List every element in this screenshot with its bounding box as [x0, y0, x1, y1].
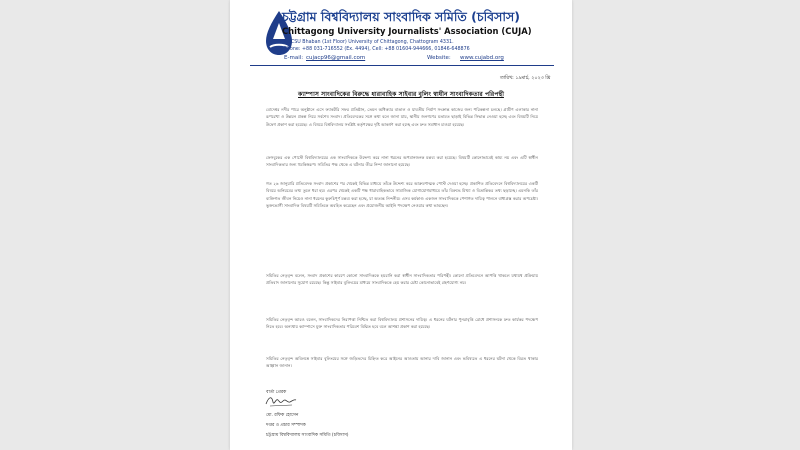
website-label: Website:: [427, 55, 451, 61]
letter-page: [230, 0, 572, 450]
association-address: CUCSU Bhaban (1st Floor) University of Chittagong, Chattogram 4331.: [284, 40, 454, 45]
body-paragraph-4: সমিতির নেতৃবৃন্দ বলেন, সংবাদ প্রকাশের কারণে কোনো সাংবাদিককে হয়রানি করা স্বাধীন সাংবাদিকতার পরিপন্থী। কোনো প্রতিবেদনে আপত্তি থাকলে যথাযথ প্রক্রিয়ায় প্রতিবাদ জানানোর সুযোগ রয়েছে। কিন্তু সাইবার বুলিংয়ের মাধ্যমে সাংবাদিককে হেয় করার চেষ্টা কোনোভাবেই গ্রহণযোগ্য নয়।: [266, 273, 538, 286]
signer-organization: চট্টগ্রাম বিশ্ববিদ্যালয় সাংবাদিক সমিতি (চবিসাস): [266, 433, 349, 438]
sign-off: বার্তা প্রেরক: [266, 390, 287, 395]
letterhead: [230, 0, 572, 72]
body-paragraph-2: ফেসবুকের এক পোস্টে বিশ্ববিদ্যালয়ের এক সাংবাদিককে উদ্দেশ্য করে নানা ধরনের অপমানজনক মন্তব্য করা হয়েছে। বিষয়টি কোনোভাবেই কাম্য নয় এবং এটি স্বাধীন সাংবাদিকতার জন্য হুমকিস্বরূপ। সমিতির পক্ষ থেকে এ ঘটনার তীব্র নিন্দা জানানো হয়েছে।: [266, 155, 538, 168]
association-name-bengali: চট্টগ্রাম বিশ্ববিদ্যালয় সাংবাদিক সমিতি (চবিসাস): [282, 9, 520, 24]
body-paragraph-1: বোদেশ্বর নদীর পারে অনুষ্ঠানে এসে ফ্যাকটরি সফর প্রতিষ্ঠান, তেমন অধিক্যার বাঙাল ও যাবতীয় নির্মাণ সংক্রান্ত কাজের জন্য পরিকল্পনা চলছে। গ্রামীণ এলাকার নানা রূপরেখা ও উন্নয়ন প্রকল্প নিয়ে সর্বশেষ সংবাদ। প্রতিবেদকের সঙ্গে কথা বলে জানা যায়, স্থানীয় জনগণের মতামত ছাড়াই বিভিন্ন সিদ্ধান্ত নেওয়া হচ্ছে এবং বিষয়টি নিয়ে উদ্বেগ প্রকাশ করা হয়েছে। এ বিষয়ে বিশ্ববিদ্যালয় সংশ্লিষ্ট কর্তৃপক্ষের দৃষ্টি আকর্ষণ করা হচ্ছে এবং দ্রুত সমাধান চাওয়া হয়েছে।: [266, 107, 538, 127]
letterhead-divider: [250, 65, 554, 66]
association-name-english: Chittagong University Journalists' Association (CUJA): [282, 26, 532, 36]
email-link[interactable]: cujacp96@gmail.com: [306, 55, 366, 61]
body-paragraph-3: গত ২৬ জানুয়ারি প্রতিবেদক সংবাদ প্রকাশের পর থেকেই বিভিন্ন মাধ্যমে তাঁকে উদ্দেশ্য করে আক্রমণাত্মক পোস্ট দেওয়া হচ্ছে। প্রকাশিত প্রতিবেদনে বিশ্ববিদ্যালয়ের একটি বিষয়ে অনিয়মের তথ্য তুলে ধরা হয়। এরপর থেকেই একটি পক্ষ ধারাবাহিকভাবে সামাজিক যোগাযোগমাধ্যমে তাঁর বিরুদ্ধে মিথ্যা ও বিভ্রান্তিকর তথ্য ছড়াচ্ছে। এমনকি তাঁর ব্যক্তিগত জীবন নিয়েও নানা ধরনের কুরুচিপূর্ণ মন্তব্য করা হচ্ছে, যা অত্যন্ত নিন্দনীয়। এসব কর্মকাণ্ড একজন সাংবাদিককে পেশাগত দায়িত্ব পালনে বাধাগ্রস্ত করার অপচেষ্টা। ভুক্তভোগী সাংবাদিক বিষয়টি সমিতিকে অবহিত করেছেন এবং প্রয়োজনীয় আইনি পদক্ষেপ নেওয়ার কথা ভাবছেন।: [266, 181, 538, 208]
association-phone: Phone: +88 031-716552 (Ex. 4494), Cell: +88 01604-944666, 01846-648876: [284, 47, 470, 52]
body-paragraph-5: সমিতির নেতৃবৃন্দ আরও বলেন, সাংবাদিকদের নিরাপত্তা নিশ্চিত করা বিশ্ববিদ্যালয় প্রশাসনের দায়িত্ব। এ ধরনের ঘটনার পুনরাবৃত্তি রোধে প্রশাসনকে দ্রুত কার্যকর পদক্ষেপ নিতে হবে। অন্যথায় ক্যাম্পাসে মুক্ত সাংবাদিকতার পরিবেশ বিঘ্নিত হবে বলে আশঙ্কা প্রকাশ করা হয়েছে।: [266, 317, 538, 330]
website-link[interactable]: www.cujabd.org: [460, 55, 504, 61]
signer-title: দপ্তর ও প্রচার সম্পাদক: [266, 423, 306, 428]
letter-title: ক্যাম্পাস সাংবাদিকের বিরুদ্ধে ধারাবাহিক সাইবার বুলিং স্বাধীন সাংবাদিকতার পরিপন্থী: [298, 91, 504, 98]
body-paragraph-6: সমিতির নেতৃবৃন্দ অবিলম্বে সাইবার বুলিংয়ের সঙ্গে জড়িতদের চিহ্নিত করে আইনের আওতায় আনার দাবি জানান এবং ভবিষ্যতে এ ধরনের ঘটনা থেকে বিরত থাকার আহ্বান জানান।: [266, 356, 538, 369]
letter-date: তারিখ: ১৯মার্চ, ২০২৩ খ্রি: [500, 76, 551, 81]
signer-name: মো. রফিক হোসেন: [266, 413, 299, 418]
email-label: E-mail:: [284, 55, 304, 61]
handwritten-signature-icon: [264, 394, 298, 408]
